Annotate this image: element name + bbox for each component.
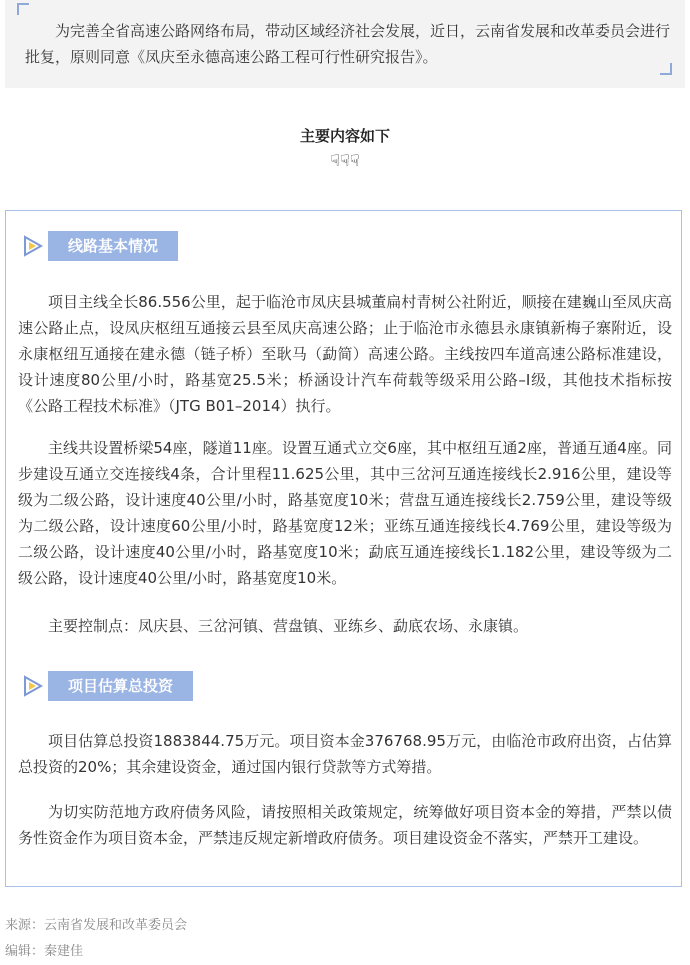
quote-corner-bottom-right (660, 63, 672, 75)
section-label: 项目估算总投资 (48, 671, 193, 701)
content-box (5, 210, 682, 887)
editor-line: 编辑：秦建佳 (5, 944, 84, 959)
pointing-down-hands-icon: ☟☟☟ (330, 151, 360, 170)
intro-text: 为完善全省高速公路网络布局，带动区域经济社会发展，近日，云南省发展和改革委员会进行批复，原则同意《凤庆至永德高速公路工程可行性研究报告》。 (25, 22, 671, 66)
section-label: 线路基本情况 (48, 231, 178, 261)
quote-corner-top-left (17, 3, 29, 15)
paragraph: 主线共设置桥梁54座，隧道11座。设置互通式立交6座，其中枢纽互通2座，普通互通4座。同步建设互通立交连接线4条，合计里程11.625公里，其中三岔河互通连接线长2.916公里，建设等级为二级公路，设计速度40公里/小时，路基宽度10米；营盘互通连接线长2.759公里，建设等级为二级公路，设计速度60公里/小时，路基宽度12米；亚练互通连接线长4.769公里，建设等级为二级公路，设计速度40公里/小时，路基宽度10米；勐底互通连接线长1.182公里，建设等级为二级公路，设计速度40公里/小时，路基宽度10米。 (18, 439, 672, 587)
main-heading: 主要内容如下 (299, 127, 390, 145)
paragraph: 主要控制点：凤庆县、三岔河镇、营盘镇、亚练乡、勐底农场、永康镇。 (48, 617, 529, 635)
paragraph: 项目估算总投资1883844.75万元。项目资本金376768.95万元，由临沧市政府出资，占估算总投资的20%；其余建设资金，通过国内银行贷款等方式筹措。 (18, 732, 672, 776)
paragraph: 为切实防范地方政府债务风险，请按照相关政策规定，统筹做好项目资本金的筹措，严禁以债务性资金作为项目资本金，严禁违反规定新增政府债务。项目建设资金不落实，严禁开工建设。 (18, 803, 672, 847)
intro-block (5, 0, 685, 88)
paragraph: 项目主线全长86.556公里，起于临沧市凤庆县城董扁村青树公社附近，顺接在建巍山至凤庆高速公路止点，设凤庆枢纽互通接云县至凤庆高速公路；止于临沧市永德县永康镇新梅子寨附近，设永康枢纽互通接在建永德（链子桥）至耿马（勐简）高速公路。主线按四车道高速公路标准建设，设计速度80公里/小时，路基宽25.5米；桥涵设计汽车荷载等级采用公路–I级，其他技术指标按《公路工程技术标准》（JTG B01–2014）执行。 (18, 293, 672, 415)
section-title-route (22, 231, 178, 261)
source-line: 来源：云南省发展和改革委员会 (5, 918, 188, 933)
section-title-investment (22, 671, 193, 701)
play-triangle-icon (22, 235, 44, 257)
play-triangle-icon (22, 675, 44, 697)
